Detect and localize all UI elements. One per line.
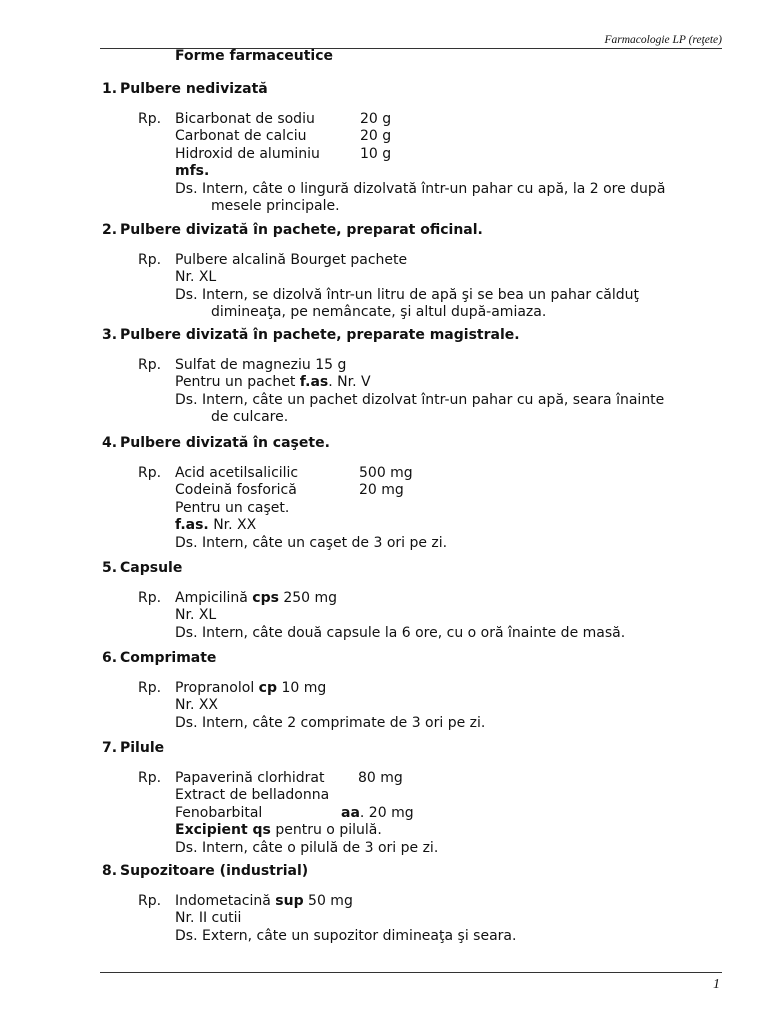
ingredient-line: Pulbere alcalină Bourget pachete xyxy=(175,251,408,268)
prescription-2 xyxy=(102,252,722,322)
prescription-6 xyxy=(102,680,722,733)
section-1 xyxy=(102,81,722,216)
section-heading: 4. Pulbere divizată în caşete. xyxy=(102,435,330,451)
section-3 xyxy=(102,327,722,427)
excipient-line: Excipient qs pentru o pilulă. xyxy=(175,822,382,838)
rp-label: Rp. xyxy=(138,589,162,606)
footer-rule xyxy=(100,972,722,973)
ingredient-line: Extract de belladonna xyxy=(175,787,330,803)
running-header: Farmacologie LP (reţete) xyxy=(604,34,722,46)
prescription-3 xyxy=(102,357,722,427)
prescription-5 xyxy=(102,590,722,643)
ingredient-line: Fenobarbital aa. 20 mg xyxy=(175,804,414,821)
dosing-line: Pentru un caşet. xyxy=(175,499,290,516)
quantity-line: Nr. XL xyxy=(175,607,217,623)
quantity-line: Nr. XL xyxy=(175,269,217,285)
rp-label: Rp. xyxy=(138,892,162,909)
signa-line: Ds. Intern, câte o pilulă de 3 ori pe zi. xyxy=(175,839,439,856)
signa-line: Ds. Intern, se dizolvă într-un litru de apă şi se bea un pahar călduţ dimineaţa, pe nemâncate, şi altul după-amiaza. xyxy=(175,286,640,320)
signa-line: Ds. Extern, câte un supozitor dimineaţa şi seara. xyxy=(175,927,517,944)
section-4 xyxy=(102,435,722,552)
ingredient-line: Indometacină sup 50 mg xyxy=(175,892,353,909)
section-heading: 7. Pilule xyxy=(102,740,165,756)
signa-line: Ds. Intern, câte o lingură dizolvată într-un pahar cu apă, la 2 ore după mesele principale. xyxy=(175,180,666,214)
ingredient-line: Propranolol cp 10 mg xyxy=(175,679,327,696)
quantity-line: Nr. II cutii xyxy=(175,910,242,926)
prescription-4 xyxy=(102,465,722,553)
quantity-line: Nr. XX xyxy=(175,697,219,713)
rp-label: Rp. xyxy=(138,110,162,127)
ingredient-line: Sulfat de magneziu 15 g xyxy=(175,356,347,373)
section-2 xyxy=(102,222,722,322)
section-8 xyxy=(102,863,722,945)
ingredient-line: Ampicilină cps 250 mg xyxy=(175,589,338,606)
signa-line: Ds. Intern, câte două capsule la 6 ore, cu o oră înainte de masă. xyxy=(175,624,626,641)
section-heading: 1. Pulbere nedivizată xyxy=(102,81,268,97)
section-6 xyxy=(102,650,722,732)
section-7 xyxy=(102,740,722,857)
ingredient-line: Bicarbonat de sodiu 20 g xyxy=(175,110,392,127)
section-heading: 8. Supozitoare (industrial) xyxy=(102,863,309,879)
section-heading: 5. Capsule xyxy=(102,560,183,576)
prescription-8 xyxy=(102,893,722,946)
rp-label: Rp. xyxy=(138,464,162,481)
page-title: Forme farmaceutice xyxy=(175,48,333,64)
ingredient-line: Carbonat de calciu 20 g xyxy=(175,128,392,144)
quantity-line: f.as. Nr. XX xyxy=(175,517,257,533)
rp-label: Rp. xyxy=(138,769,162,786)
rp-label: Rp. xyxy=(138,251,162,268)
rp-label: Rp. xyxy=(138,679,162,696)
mfs-line: mfs. xyxy=(175,163,210,179)
section-heading: 2. Pulbere divizată în pachete, preparat oficinal. xyxy=(102,222,483,238)
prescription-7 xyxy=(102,770,722,858)
signa-line: Ds. Intern, câte 2 comprimate de 3 ori pe zi. xyxy=(175,714,486,731)
section-heading: 6. Comprimate xyxy=(102,650,217,666)
section-5 xyxy=(102,560,722,642)
ingredient-line: Hidroxid de aluminiu 10 g xyxy=(175,145,392,162)
dosing-line: Pentru un pachet f.as. Nr. V xyxy=(175,374,371,390)
page-number: 1 xyxy=(713,977,720,992)
signa-line: Ds. Intern, câte un pachet dizolvat într-un pahar cu apă, seara înainte de culcare. xyxy=(175,391,665,425)
ingredient-line: Acid acetilsalicilic 500 mg xyxy=(175,464,413,481)
ingredient-line: Codeină fosforică 20 mg xyxy=(175,482,404,498)
section-heading: 3. Pulbere divizată în pachete, preparate magistrale. xyxy=(102,327,520,343)
ingredient-line: Papaverină clorhidrat 80 mg xyxy=(175,769,403,786)
prescription-1 xyxy=(102,111,722,216)
rp-label: Rp. xyxy=(138,356,162,373)
signa-line: Ds. Intern, câte un caşet de 3 ori pe zi. xyxy=(175,534,448,551)
